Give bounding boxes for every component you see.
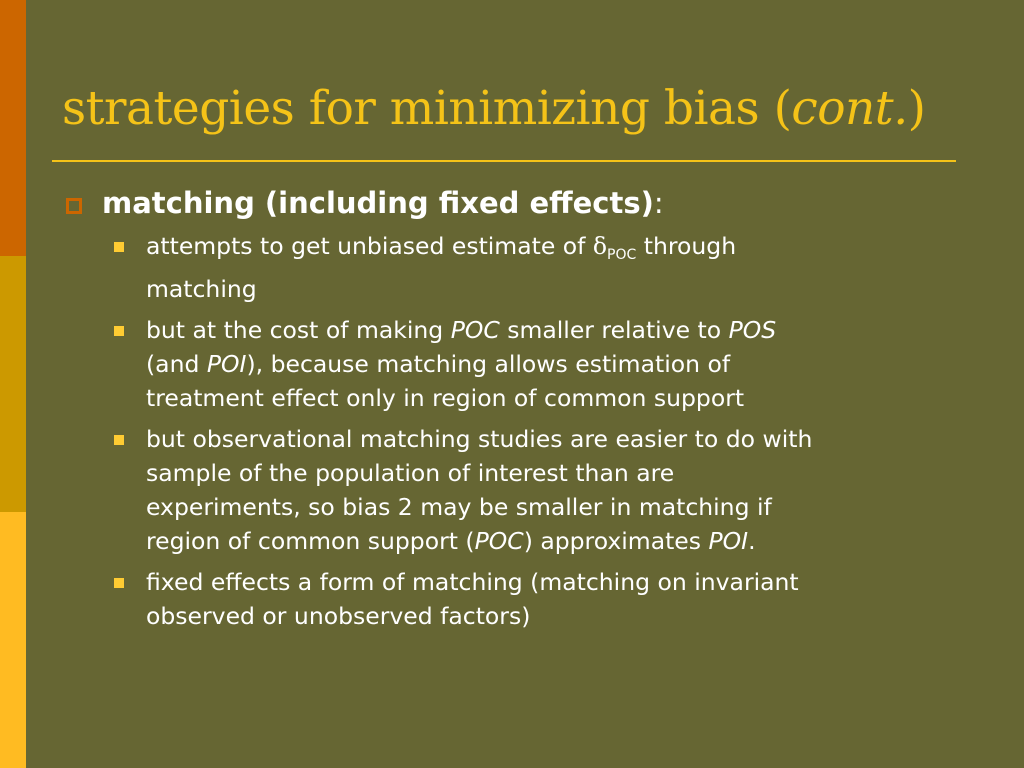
- text-run: ), because matching allows estimation of: [246, 349, 731, 378]
- italic-term: POS: [728, 315, 777, 344]
- text-run: through: [636, 231, 737, 260]
- sub-bullet-unbiased-estimate: [146, 229, 962, 306]
- text-run: attempts to get unbiased estimate of: [146, 231, 593, 260]
- hollow-square-bullet-icon: [66, 198, 82, 214]
- side-bar-top: [0, 0, 26, 256]
- bullet-matching-label: matching (including fixed effects): [102, 186, 654, 220]
- side-bar-middle: [0, 256, 26, 512]
- text-run: smaller relative to: [499, 315, 729, 344]
- text-run: .: [748, 526, 756, 555]
- sub-bullet-cost: [146, 313, 962, 415]
- slide-title-close: ): [907, 81, 926, 136]
- slide-title: [62, 82, 925, 136]
- title-divider: [52, 160, 956, 162]
- text-run: (and: [146, 349, 207, 378]
- text-run: observed or unobserved factors): [146, 601, 531, 630]
- square-bullet-icon: [114, 578, 124, 588]
- text-run: matching: [146, 274, 257, 303]
- slide-title-italic: cont.: [791, 81, 908, 136]
- sub-bullet-observational: [146, 422, 962, 558]
- sub-bullet-fixed-effects: [146, 565, 962, 633]
- text-run: but observational matching studies are easier to do with: [146, 424, 813, 453]
- italic-term: POC: [450, 315, 500, 344]
- italic-term: POI: [708, 526, 749, 555]
- sub-bullet-list: [62, 229, 962, 633]
- side-bar-bottom: [0, 512, 26, 768]
- text-run: region of common support (: [146, 526, 475, 555]
- text-run: fixed effects a form of matching (matching on invariant: [146, 567, 799, 596]
- slide-title-main: strategies for minimizing bias (: [62, 81, 792, 136]
- square-bullet-icon: [114, 326, 124, 336]
- italic-term: POI: [206, 349, 247, 378]
- square-bullet-icon: [114, 435, 124, 445]
- italic-term: POC: [474, 526, 524, 555]
- slide-content: [62, 186, 962, 640]
- text-run: sample of the population of interest than are: [146, 458, 675, 487]
- bullet-matching: [62, 186, 962, 221]
- delta-symbol: δ: [592, 231, 608, 260]
- text-run: treatment effect only in region of common support: [146, 383, 745, 412]
- bullet-matching-colon: :: [653, 186, 664, 220]
- poc-subscript: POC: [607, 246, 637, 263]
- text-run: ) approximates: [523, 526, 709, 555]
- square-bullet-icon: [114, 242, 124, 252]
- text-run: experiments, so bias 2 may be smaller in matching if: [146, 492, 772, 521]
- text-run: but at the cost of making: [146, 315, 451, 344]
